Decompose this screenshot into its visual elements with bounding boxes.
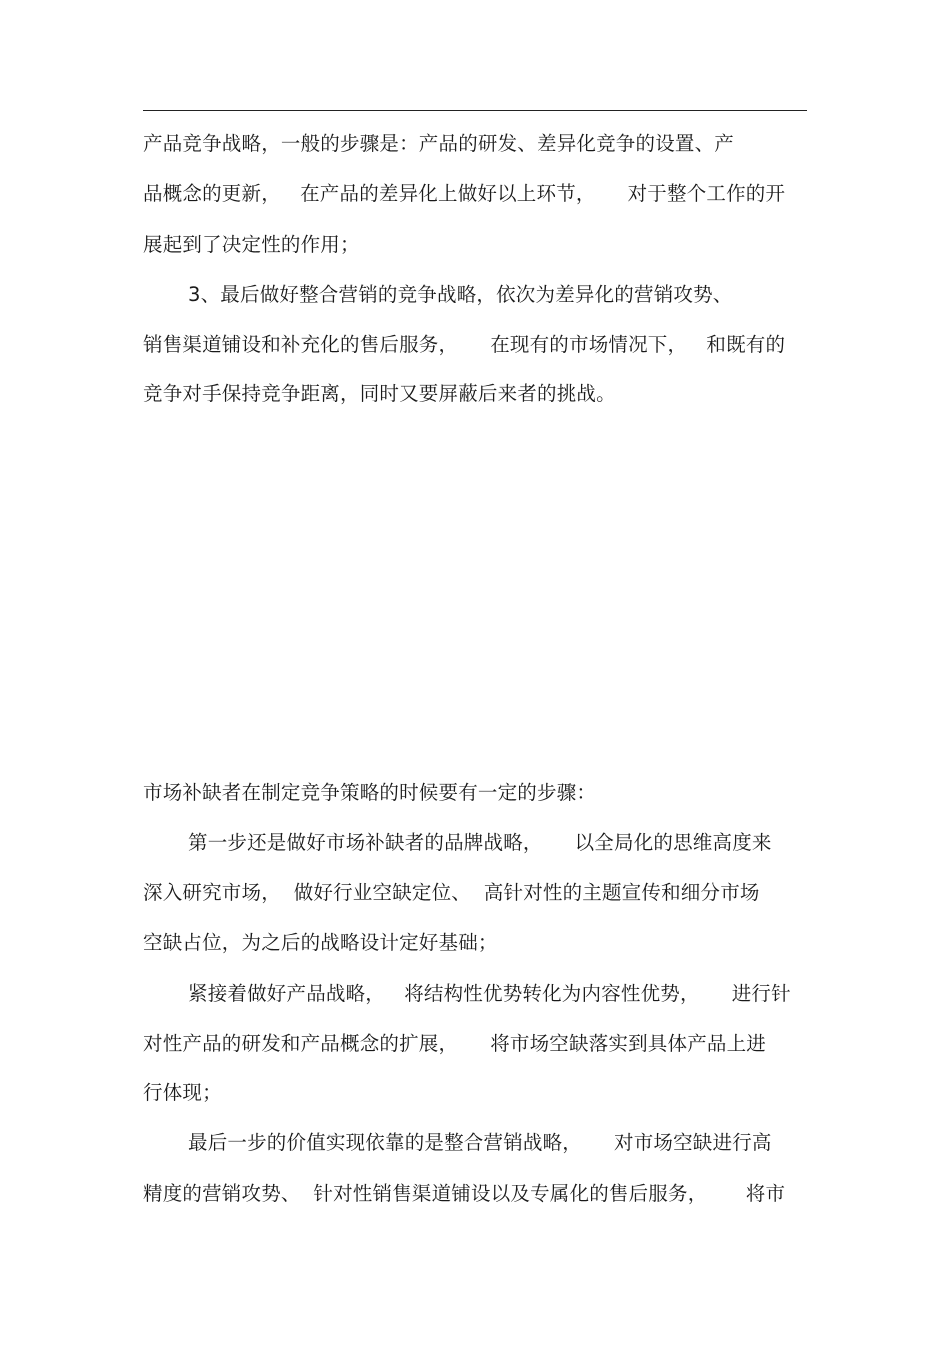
text-line: 对性产品的研发和产品概念的扩展， 将市场空缺落实到具体产品上进 xyxy=(143,1032,766,1055)
header-rule xyxy=(143,110,807,111)
text-line: 空缺占位，为之后的战略设计定好基础； xyxy=(143,931,498,954)
text-line: 精度的营销攻势、 针对性销售渠道铺设以及专属化的售后服务， 将市 xyxy=(143,1182,786,1205)
text-line: 深入研究市场， 做好行业空缺定位、 高针对性的主题宣传和细分市场 xyxy=(143,881,760,904)
text-line: 紧接着做好产品战略， 将结构性优势转化为内容性优势， 进行针 xyxy=(188,982,791,1005)
text-line: 市场补缺者在制定竞争策略的时候要有一定的步骤： xyxy=(143,781,597,804)
text-line: 第一步还是做好市场补缺者的品牌战略， 以全局化的思维高度来 xyxy=(188,831,772,854)
text-line: 产品竞争战略，一般的步骤是：产品的研发、差异化竞争的设置、产 xyxy=(143,132,735,155)
text-line: 最后一步的价值实现依靠的是整合营销战略， 对市场空缺进行高 xyxy=(188,1131,772,1154)
text-line: 行体现； xyxy=(143,1081,222,1104)
text-line: 品概念的更新， 在产品的差异化上做好以上环节， 对于整个工作的开 xyxy=(143,182,786,205)
text-line: 展起到了决定性的作用； xyxy=(143,233,360,256)
text-line: 3、最后做好整合营销的竞争战略，依次为差异化的营销攻势、 xyxy=(188,283,733,306)
text-line: 销售渠道铺设和补充化的售后服务， 在现有的市场情况下， 和既有的 xyxy=(143,333,786,356)
text-line: 竞争对手保持竞争距离，同时又要屏蔽后来者的挑战。 xyxy=(143,382,616,405)
